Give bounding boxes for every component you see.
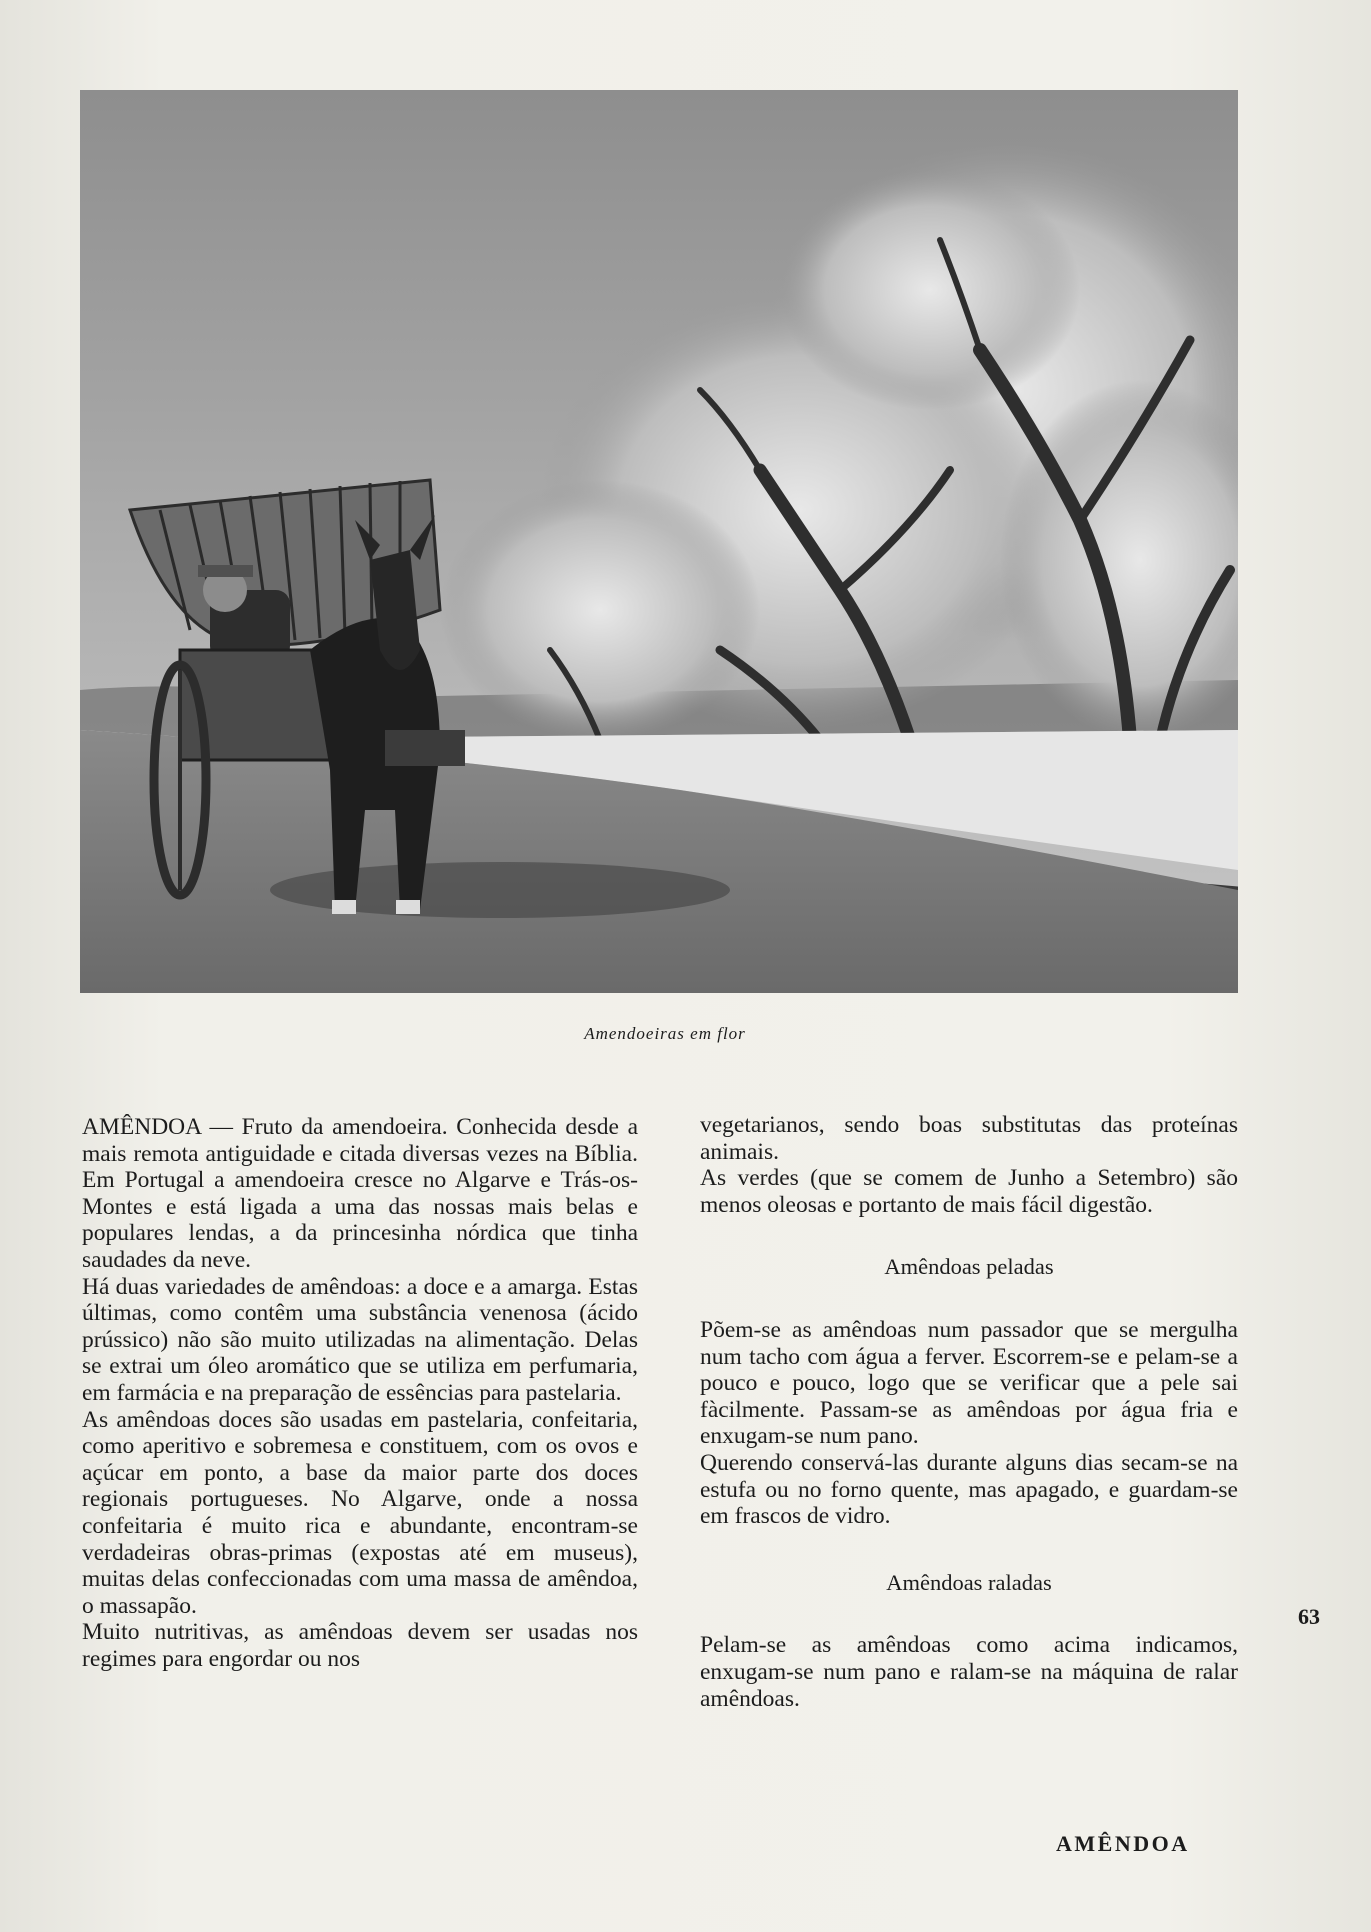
paragraph-nutrition: Muito nutritivas, as amêndoas devem ser usadas nos regimes para engordar ou nos: [82, 1619, 638, 1672]
paragraph-sweet-almonds: As amêndoas doces são usadas em pastelaria, confeitaria, como aperitivo e sobremesa e constituem, com os ovos e açúcar em ponto, a base da maior parte dos doces regionais portugueses. No Algarve, onde a nossa confeitaria é muito rica e abundante, encontram-se verdadeiras obras-primas (expostas até em museus), muitas delas confeccionadas com uma massa de amêndoa, o massapão.: [82, 1406, 638, 1619]
paragraph-grating-method: Pelam-se as amêndoas como acima indicamos, enxugam-se num pano e ralam-se na máquina de ralar amêndoas.: [700, 1632, 1238, 1712]
page-number: 63: [1298, 1604, 1320, 1629]
photograph-almond-trees: [80, 90, 1238, 993]
paragraph-green-almonds: As verdes (que se comem de Junho a Setembro) são menos oleosas e portanto de mais fácil digestão.: [700, 1165, 1238, 1218]
section-title-peeled-almonds: Amêndoas peladas: [884, 1254, 1054, 1280]
section-title-grated-almonds: Amêndoas raladas: [886, 1569, 1052, 1595]
paragraph-varieties: Há duas variedades de amêndoas: a doce e a amarga. Estas últimas, como contêm uma substância venenosa (ácido prússico) não são muito utilizadas na alimentação. Delas se extrai um óleo aromático que se utiliza em perfumaria, em farmácia e na preparação de essências para pastelaria.: [82, 1273, 638, 1406]
photo-illustration: [80, 90, 1238, 993]
paragraph-storage: Querendo conservá-las durante alguns dias secam-se na estufa ou no forno quente, mas apagado, e guardam-se em frascos de vidro.: [700, 1449, 1238, 1530]
left-column: [82, 1114, 638, 1672]
right-column: [700, 1112, 1238, 1712]
paragraph-peeling-method: Põem-se as amêndoas num passador que se mergulha num tacho com água a ferver. Escorrem-se e pelam-se a pouco e pouco, logo que se verificar que a pele sai fàcilmente. Passam-se as amêndoas por água fria e enxugam-se num pano.: [700, 1316, 1238, 1450]
photo-caption: Amendoeiras em flor: [584, 1024, 746, 1043]
running-head: AMÊNDOA: [1056, 1831, 1190, 1856]
paragraph-intro: AMÊNDOA — Fruto da amendoeira. Conhecida desde a mais remota antiguidade e citada diversas vezes na Bíblia. Em Portugal a amendoeira cresce no Algarve e Trás-os-Montes e está ligada a uma das nossas mais belas e populares lendas, a da princesinha nórdica que tinha saudades da neve.: [82, 1114, 638, 1273]
paragraph-vegetarian: vegetarianos, sendo boas substitutas das proteínas animais.: [700, 1112, 1238, 1165]
